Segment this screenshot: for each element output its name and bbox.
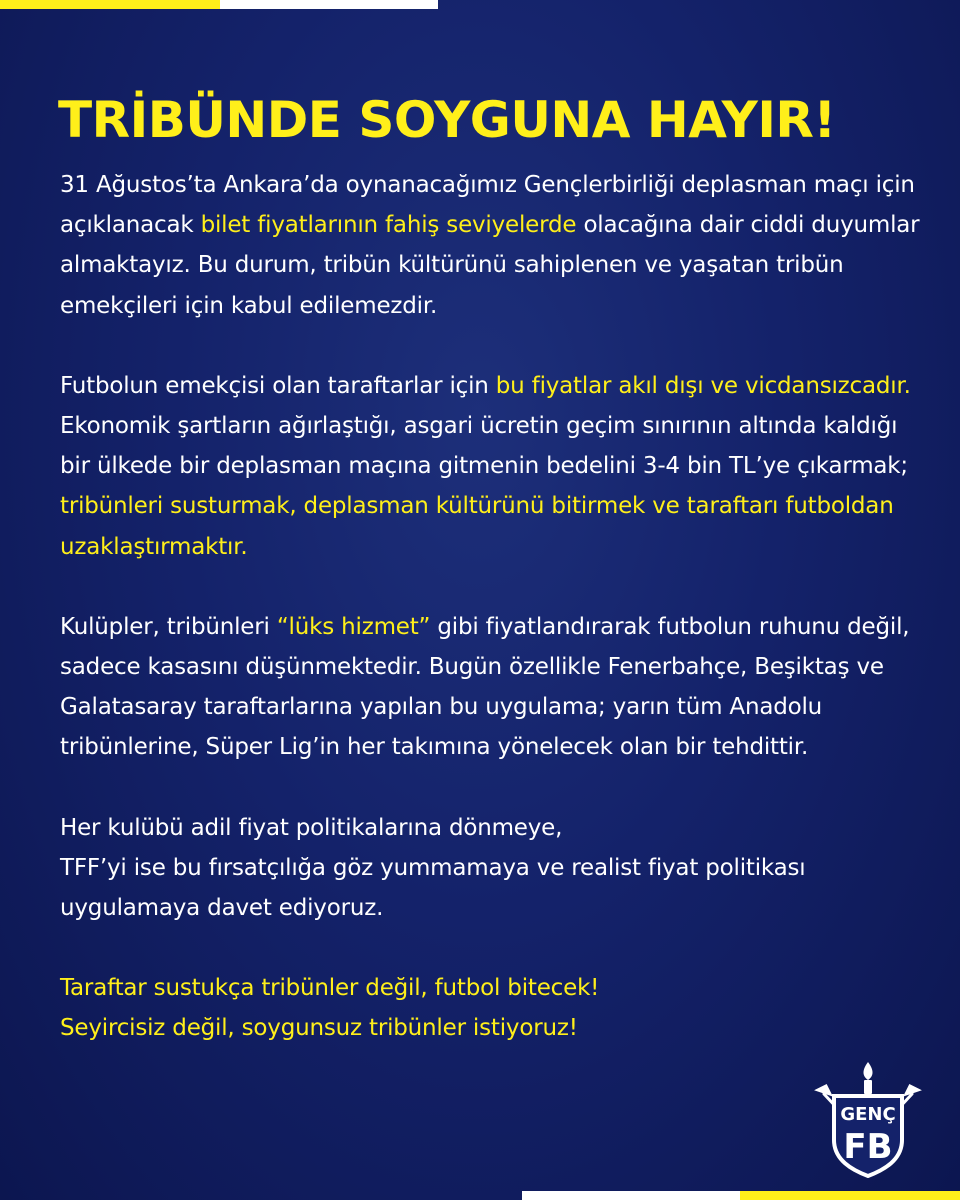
- top-accent-bar-yellow: [0, 0, 220, 9]
- paragraph-2-highlight-1: bu fiyatlar akıl dışı ve vicdansızcadır.: [495, 372, 911, 399]
- paragraph-4-line-1: Her kulübü adil fiyat politikalarına dönmeye,: [60, 814, 563, 841]
- bottom-accent-bar-yellow: [740, 1191, 960, 1200]
- slogan-line-1: Taraftar sustukça tribünler değil, futbol bitecek!: [60, 975, 600, 1002]
- page-title: TRİBÜNDE SOYGUNA HAYIR!: [58, 91, 836, 149]
- statement-body: [60, 165, 920, 1089]
- paragraph-3-text-a: Kulüpler, tribünleri: [60, 613, 277, 640]
- paragraph-1: [60, 165, 920, 326]
- genc-fb-logo: [812, 1060, 924, 1178]
- paragraph-3-highlight: “lüks hizmet”: [276, 613, 431, 640]
- paragraph-1-text-a: 31 Ağustos’ta Ankara’da oynanacağımız Gençlerbirliği deplasman maçı için açıklanacak: [60, 172, 915, 239]
- bottom-accent-bar-white: [522, 1191, 740, 1200]
- torch-icon: [864, 1062, 873, 1094]
- top-accent-bar-white: [220, 0, 438, 9]
- paragraph-3: [60, 607, 920, 768]
- paragraph-3-text-c: gibi fiyatlandırarak futbolun ruhunu değil, sadece kasasını düşünmektedir. Bugün özellikle Fenerbahçe, Beşiktaş ve Galatasaray taraftarlarına yapılan bu uygulama; yarın tüm Anadolu tribünlerine, Süper Lig’in her takımına yönelecek olan bir tehdittir.: [60, 613, 910, 761]
- logo-fb-text: FB: [843, 1127, 893, 1167]
- closing-slogan: [60, 968, 920, 1048]
- paragraph-1-text-c: olacağına dair ciddi duyumlar almaktayız. Bu durum, tribün kültürünü sahiplenen ve yaşatan tribün emekçileri için kabul edilemezdir.: [60, 212, 920, 319]
- paragraph-2-highlight-2: tribünleri susturmak, deplasman kültürünü bitirmek ve taraftarı futboldan uzaklaştırmaktır.: [60, 493, 894, 560]
- paragraph-1-highlight: bilet fiyatlarının fahiş seviyelerde: [200, 212, 577, 239]
- paragraph-2: [60, 366, 920, 567]
- paragraph-2-text-a: Futbolun emekçisi olan taraftarlar için: [60, 372, 496, 399]
- paragraph-2-text-c: Ekonomik şartların ağırlaştığı, asgari ücretin geçim sınırının altında kaldığı bir ülkede bir deplasman maçına gitmenin bedelini 3-4 bin TL’ye çıkarmak;: [60, 413, 908, 480]
- slogan-line-2: Seyircisiz değil, soygunsuz tribünler istiyoruz!: [60, 1015, 578, 1042]
- logo-genc-text: GENÇ: [840, 1104, 896, 1125]
- paragraph-4-line-2: TFF’yi ise bu fırsatçılığa göz yummamaya ve realist fiyat politikası uygulamaya davet ediyoruz.: [60, 854, 806, 922]
- paragraph-4: [60, 808, 920, 929]
